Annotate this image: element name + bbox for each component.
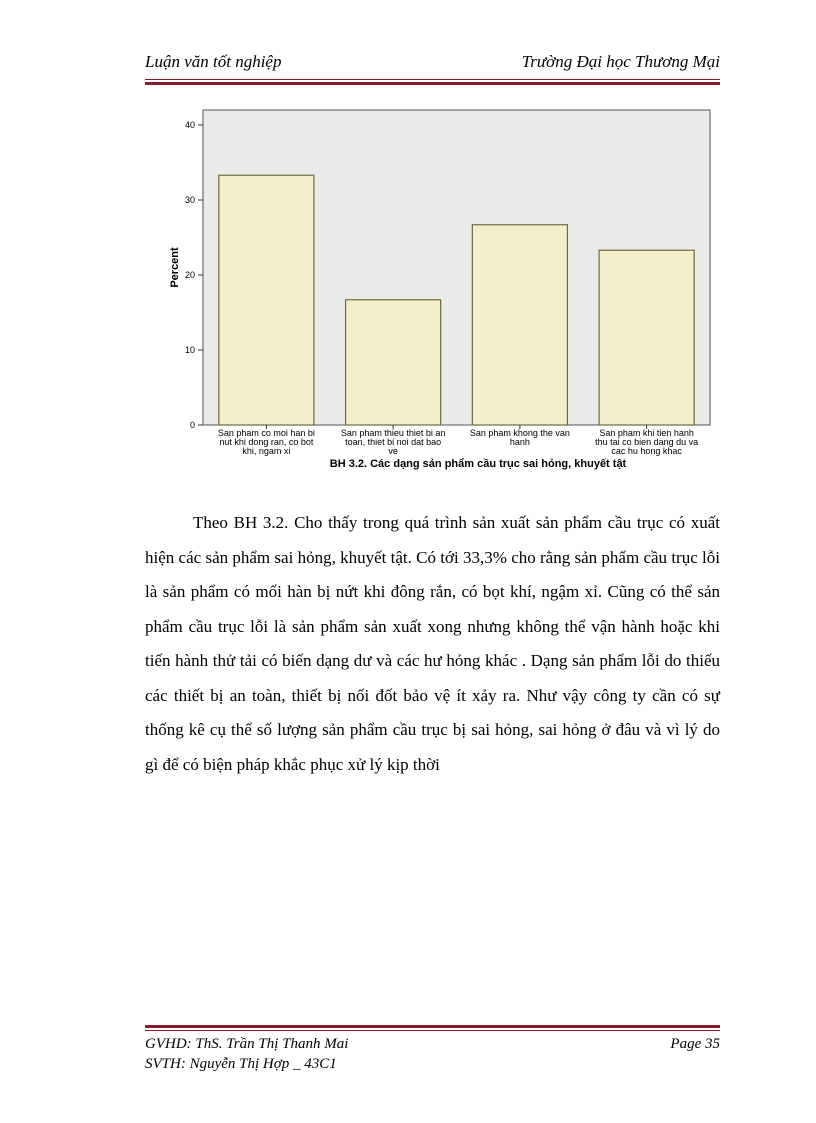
x-category-label bbox=[591, 429, 703, 456]
bar-chart bbox=[163, 104, 715, 454]
bar bbox=[219, 175, 314, 425]
footer-rule-thin bbox=[145, 1030, 720, 1031]
y-tick-label: 10 bbox=[184, 345, 195, 355]
paragraph: Theo BH 3.2. Cho thấy trong quá trình sản xuất sản phẩm cầu trục có xuất hiện các sản phẩm sai hỏng, khuyết tật. Có tới 33,3% cho rằng sản phẩm cầu trục lỗi là sản phẩm có mối hàn bị nứt khi đông rắn, có bọt khí, ngậm xỉ. Cũng có thể sản phẩm cầu trục lỗi là sản phẩm sản xuất xong nhưng không thể vận hành hoặc khi tiến hành thử tải có biến dạng dư và các hư hỏng khác . Dạng sản phẩm lỗi do thiếu các thiết bị an toàn, thiết bị nối đốt bảo vệ ít xảy ra. Như vậy công ty cần có sự thống kê cụ thể số lượng sản phẩm cầu trục bị sai hỏng, sai hỏng ở đâu và vì lý do gì để có biện pháp khắc phục xử lý kịp thời bbox=[145, 513, 720, 774]
y-tick-label: 30 bbox=[184, 195, 195, 205]
figure-caption: BH 3.2. Các dạng sản phẩm cầu trục sai hỏng, khuyết tật bbox=[329, 458, 627, 470]
x-category-label-line: ve bbox=[388, 446, 398, 456]
x-category-label-line: toan, thiet bi noi dat bao bbox=[345, 437, 442, 447]
y-axis-label: Percent bbox=[169, 247, 181, 288]
header-left-title: Luận văn tốt nghiệp bbox=[145, 52, 282, 71]
x-category-label bbox=[210, 429, 322, 456]
bar bbox=[346, 300, 441, 425]
x-category-label-line: San pham khong the van bbox=[469, 428, 570, 438]
header-rule-thick bbox=[145, 82, 720, 85]
x-category-label-line: khi, ngam xi bbox=[242, 446, 291, 456]
header-right-title: Trường Đại học Thương Mại bbox=[521, 52, 720, 71]
y-tick-label: 40 bbox=[184, 120, 195, 130]
x-category-label-line: San pham khi tien hanh bbox=[599, 428, 694, 438]
x-category-label-line: thu tai co bien dang du va bbox=[595, 437, 699, 447]
x-category-label-line: San pham thieu thiet bi an bbox=[340, 428, 446, 438]
body-text bbox=[145, 506, 720, 782]
y-tick-label: 20 bbox=[184, 270, 195, 280]
x-category-label-line: hanh bbox=[509, 437, 530, 447]
bar bbox=[599, 250, 694, 425]
footer-rule-thick bbox=[145, 1025, 720, 1028]
bar bbox=[472, 225, 567, 425]
page-header bbox=[145, 52, 720, 78]
x-category-label bbox=[464, 429, 576, 447]
footer-student: SVTH: Nguyễn Thị Hợp _ 43C1 bbox=[145, 1056, 337, 1072]
footer-page-number: Page 35 bbox=[670, 1036, 720, 1052]
x-category-label-line: San pham co moi han bi bbox=[217, 428, 315, 438]
y-tick-label: 0 bbox=[189, 420, 195, 430]
footer-line-1 bbox=[145, 1036, 720, 1058]
x-category-label bbox=[337, 429, 449, 456]
footer-advisor: GVHD: ThS. Trần Thị Thanh Mai bbox=[145, 1036, 349, 1052]
chart-figure bbox=[163, 104, 715, 484]
x-category-label-line: nut khi dong ran, co bot bbox=[219, 437, 314, 447]
header-rule-thin bbox=[145, 79, 720, 80]
x-category-label-line: cac hu hong khac bbox=[611, 446, 682, 456]
footer-line-2 bbox=[145, 1056, 720, 1078]
